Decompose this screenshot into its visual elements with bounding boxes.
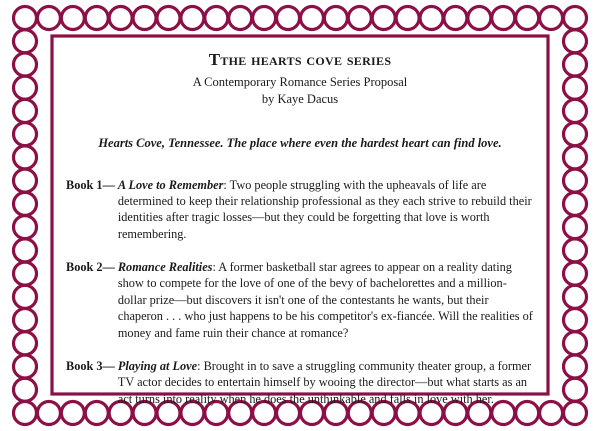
book-body	[118, 177, 534, 242]
book-description: Two people struggling with the upheavals of life are determined to keep their relationship professional as they each strive to rebuild their identities after tragic losses—but they could be forgetting that love is worth remembering.	[117, 177, 532, 241]
series-tagline: Hearts Cove, Tennessee. The place where even the hardest heart can find love.	[98, 135, 502, 150]
page-title-dropcap: T	[208, 50, 221, 69]
book-title: Playing at Love	[117, 358, 198, 373]
document-subtitle: A Contemporary Romance Series Proposal	[192, 75, 408, 89]
book-separator: :	[197, 358, 204, 373]
book-title: Romance Realities	[117, 260, 213, 275]
page-title-text: the hearts cove series	[220, 50, 392, 69]
book-description: A former basketball star agrees to appear on a reality dating show to compete for the love of one of the bevy of bachelorettes and a million-dollar prize—but discovers it isn't one of the contestants he wants, but their chaperon . . . who just happens to be his competitor's ex-fiancée. Will the realities of money and fame ruin their chance at romance?	[117, 260, 533, 340]
book-body	[118, 358, 534, 407]
page-title	[66, 50, 534, 70]
book-separator: :	[223, 177, 230, 192]
book-separator: :	[212, 260, 219, 275]
document-content	[56, 40, 544, 406]
list-item	[66, 177, 534, 242]
book-label: Book 2—	[66, 260, 115, 275]
document-byline: by Kaye Dacus	[261, 91, 339, 106]
book-label: Book 1—	[66, 177, 115, 192]
book-list	[66, 177, 534, 407]
book-label: Book 3—	[66, 358, 115, 373]
book-title: A Love to Remember	[117, 177, 224, 192]
book-body	[118, 259, 534, 341]
book-description: Brought in to save a struggling community theater group, a former TV actor decides to entertain himself by wooing the director—but what starts as an act turns into reality when he does the unthinkable and falls in love with her.	[117, 358, 532, 406]
list-item	[66, 259, 534, 341]
list-item	[66, 358, 534, 407]
